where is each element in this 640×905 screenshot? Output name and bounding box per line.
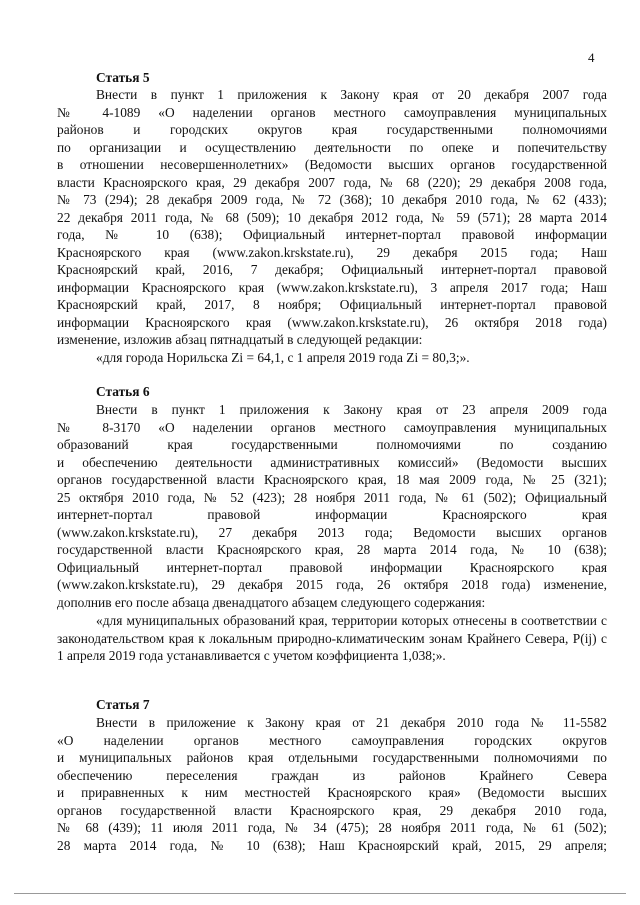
body-line: № 8-3170 «О наделении органов местного самоуправления муниципальных — [57, 419, 607, 435]
article-5-quote: «для города Норильска Zi = 64,1, с 1 апреля 2019 года Zi = 80,3;». — [96, 350, 470, 365]
body-line: интернет-портал правовой информации Красноярского края — [57, 507, 607, 522]
body-line: дополнив его после абзаца двенадцатого абзацем следующего содержания: — [57, 594, 486, 610]
body-line: органов государственной власти Красноярского края, 18 мая 2009 года, № 25 (321); — [57, 472, 607, 487]
body-line: и обеспечению деятельности административных комиссий» (Ведомости высших — [57, 454, 607, 470]
body-line: информации Красноярского края (www.zakon.krskstate.ru), 3 апреля 2017 года; Наш — [57, 279, 607, 295]
body-line: № 68 (439); 11 июля 2011 года, № 34 (475); 28 ноября 2011 года, № 61 (502); — [57, 820, 607, 835]
body-line: органов государственной власти Красноярского края, 29 декабря 2010 года, — [57, 802, 607, 818]
body-line: «О наделении органов местного самоуправления городских округов — [57, 732, 607, 748]
body-line: Официальный интернет-портал правовой информации Красноярского края — [57, 559, 607, 575]
article-6-quote: «для муниципальных образований края, территории которых отнесены в соответствии с законодательством края к локальным природно-климатическим зонам Крайнего Севера, P(ij) с 1 апреля 2019 года устанавливается с учетом коэффициента 1,038;». — [57, 613, 607, 663]
body-line: и приравненных к ним местностей Красноярского края» (Ведомости высших — [57, 785, 607, 800]
body-line: Внести в приложение к Закону края от 21 декабря 2010 года № 11-5582 — [96, 715, 607, 730]
body-line: по организации и осуществлению деятельности по опеке и попечительству — [57, 139, 607, 155]
body-line: Внести в пункт 1 приложения к Закону края от 23 апреля 2009 года — [96, 402, 607, 417]
body-line: (www.zakon.krskstate.ru), 27 декабря 2013 года; Ведомости высших органов — [57, 524, 607, 540]
body-line: власти Красноярского края, 29 декабря 2007 года, № 68 (220); 29 декабря 2008 года, — [57, 174, 607, 190]
body-line: (www.zakon.krskstate.ru), 29 декабря 2015 года, 26 октября 2018 года) изменение, — [57, 577, 607, 592]
body-line: года, № 10 (638); Официальный интернет-портал правовой информации — [57, 227, 607, 242]
body-line: № 4-1089 «О наделении органов местного самоуправления муниципальных — [57, 104, 607, 120]
body-line: 22 декабря 2011 года, № 68 (509); 10 декабря 2012 года, № 59 (571); 28 марта 2014 — [57, 209, 607, 225]
body-line: Красноярский край, 2016, 7 декабря; Официальный интернет-портал правовой — [57, 262, 607, 277]
body-line: № 73 (294); 28 декабря 2009 года, № 72 (368); 10 декабря 2010 года, № 62 (433); — [57, 192, 607, 207]
body-line: в отношении несовершеннолетних» (Ведомости высших органов государственной — [57, 157, 607, 172]
page-number: 4 — [588, 50, 595, 65]
body-line: Красноярского края (www.zakon.krskstate.ru), 29 декабря 2015 года; Наш — [57, 244, 607, 260]
footer-rule — [14, 893, 626, 894]
body-line: информации Красноярского края (www.zakon.krskstate.ru), 26 октября 2018 года) — [57, 314, 607, 330]
body-line: 28 марта 2014 года, № 10 (638); Наш Красноярский край, 2015, 29 апреля; — [57, 837, 607, 853]
body-line: районов и городских округов края государственными полномочиями — [57, 122, 607, 137]
body-line: изменение, изложив абзац пятнадцатый в следующей редакции: — [57, 332, 423, 347]
article-7-title: Статья 7 — [96, 697, 150, 712]
body-line: Красноярский край, 2017, 8 ноября; Официальный интернет-портал правовой — [57, 297, 607, 312]
body-line: и муниципальных районов края отдельными государственными полномочиями по — [57, 750, 607, 765]
article-6-title: Статья 6 — [96, 384, 150, 399]
body-line: Внести в пункт 1 приложения к Закону края от 20 декабря 2007 года — [96, 87, 607, 102]
body-line: обеспечению переселения граждан из районов Крайнего Севера — [57, 767, 607, 783]
body-line: образований края государственными полномочиями по созданию — [57, 437, 607, 452]
article-5-title: Статья 5 — [96, 70, 150, 85]
body-line: государственной власти Красноярского края, 28 марта 2014 года, № 10 (638); — [57, 542, 607, 557]
body-line: 25 октября 2010 года, № 52 (423); 28 ноября 2011 года, № 61 (502); Официальный — [57, 489, 607, 505]
